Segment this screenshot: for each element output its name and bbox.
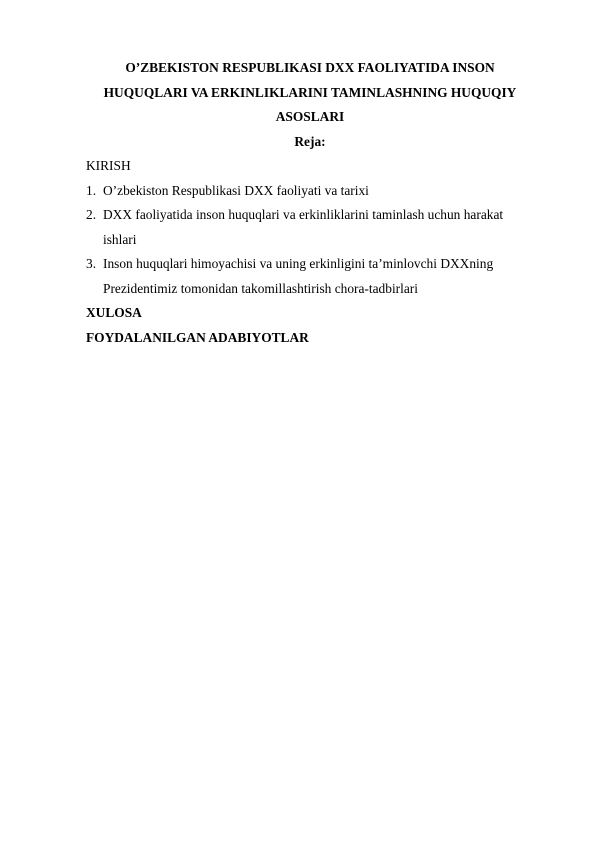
plan-item-number: 3.: [86, 256, 97, 271]
document-page: [86, 56, 534, 350]
plan-list: [86, 179, 534, 302]
plan-heading: Reja:: [294, 133, 326, 149]
plan-item-3: [86, 252, 534, 301]
plan-item-text-continued: Prezidentimiz tomonidan takomillashtirish chora-tadbirlari: [103, 280, 418, 296]
plan-item-2: [86, 203, 534, 252]
title-line-1: O’ZBEKISTON RESPUBLIKASI DXX FAOLIYATIDA INSON: [125, 60, 495, 75]
conclusion-heading: XULOSA: [86, 305, 142, 320]
plan-item-text: O’zbekiston Respublikasi DXX faoliyati va tarixi: [103, 182, 369, 198]
plan-item-number: 2.: [86, 207, 97, 222]
plan-item-1: [86, 179, 534, 204]
plan-item-text: DXX faoliyatida inson huquqlari va erkinliklarini taminlash uchun harakat: [103, 207, 504, 222]
document-title: [86, 56, 534, 130]
intro-heading: KIRISH: [86, 158, 131, 173]
plan-item-number: 1.: [86, 182, 97, 198]
references-heading: FOYDALANILGAN ADABIYOTLAR: [86, 329, 309, 345]
title-line-3: ASOSLARI: [275, 109, 345, 124]
plan-item-text: Inson huquqlari himoyachisi va uning erkinligini ta’minlovchi DXXning: [103, 256, 494, 271]
plan-item-text-continued: ishlari: [103, 231, 137, 247]
title-line-2: HUQUQLARI VA ERKINLIKLARINI TAMINLASHNING HUQUQIY: [103, 84, 517, 100]
